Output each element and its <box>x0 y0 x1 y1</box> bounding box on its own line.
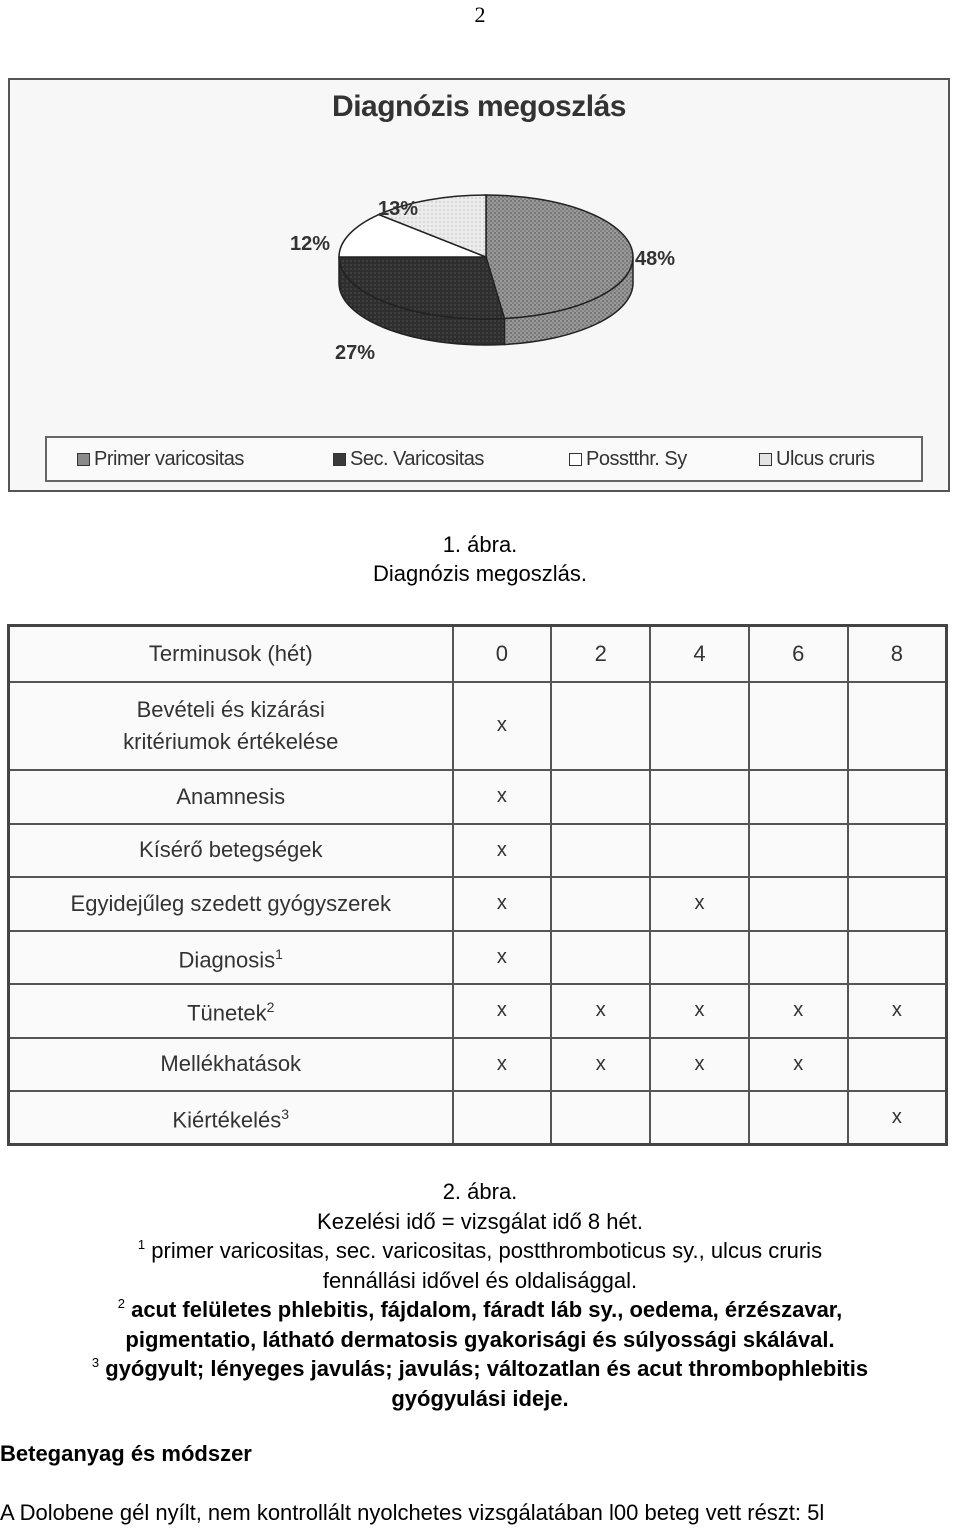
legend-swatch <box>77 453 90 466</box>
legend-swatch <box>569 453 582 466</box>
schedule-cell <box>749 770 848 824</box>
table-row <box>9 824 947 877</box>
table-row <box>9 682 947 770</box>
row-label <box>9 877 453 931</box>
pie-slice-label: 12% <box>289 233 331 255</box>
footnote-1 <box>0 1236 960 1295</box>
footnote-3 <box>0 1354 960 1413</box>
legend-label: Posstthr. Sy <box>586 448 687 470</box>
schedule-cell: x <box>453 984 552 1038</box>
chart-legend <box>45 436 923 482</box>
table-row <box>9 984 947 1038</box>
schedule-cell <box>551 824 650 877</box>
schedule-cell <box>650 1091 749 1145</box>
header-label: Terminusok (hét) <box>9 626 453 682</box>
legend-swatch <box>333 453 346 466</box>
figure2-caption-title: Kezelési idő = vizsgálat idő 8 hét. <box>317 1208 643 1234</box>
row-label <box>9 1038 453 1091</box>
schedule-cell <box>848 1038 947 1091</box>
row-label <box>9 770 453 824</box>
legend-item-primer <box>77 448 244 471</box>
schedule-cell <box>551 931 650 984</box>
table-header-row <box>9 626 947 682</box>
schedule-cell <box>848 682 947 770</box>
schedule-cell: x <box>650 1038 749 1091</box>
header-week: 2 <box>551 626 650 682</box>
schedule-cell: x <box>453 682 552 770</box>
legend-item-ulcus <box>759 448 874 471</box>
schedule-cell: x <box>453 1038 552 1091</box>
schedule-cell <box>749 824 848 877</box>
schedule-cell <box>848 931 947 984</box>
schedule-cell <box>453 1091 552 1145</box>
footnote-marker: 3 <box>91 1355 100 1370</box>
schedule-cell <box>749 1091 848 1145</box>
schedule-cell: x <box>650 984 749 1038</box>
legend-label: Ulcus cruris <box>776 448 875 470</box>
schedule-cell: x <box>650 877 749 931</box>
header-week: 4 <box>650 626 749 682</box>
schedule-cell <box>749 931 848 984</box>
schedule-cell: x <box>453 877 552 931</box>
row-label <box>9 1091 453 1145</box>
header-week: 8 <box>848 626 947 682</box>
row-label-text: Tünetek <box>187 1000 267 1026</box>
table-row <box>9 1091 947 1145</box>
schedule-cell <box>650 824 749 877</box>
schedule-cell <box>650 682 749 770</box>
footnote-marker: 2 <box>117 1296 125 1311</box>
schedule-cell: x <box>551 984 650 1038</box>
header-week: 0 <box>453 626 552 682</box>
schedule-cell <box>848 824 947 877</box>
footnote-text: pigmentatio, látható dermatosis gyakorisági és súlyossági skálával. <box>125 1326 835 1352</box>
footnote-text: acut felületes phlebitis, fájdalom, fáradt láb sy., oedema, érzészavar, <box>131 1297 843 1322</box>
table-row <box>9 1038 947 1091</box>
schedule-cell <box>650 931 749 984</box>
row-label-text: Diagnosis <box>178 947 276 973</box>
schedule-cell <box>848 770 947 824</box>
pie-slice-label: 13% <box>377 198 419 220</box>
row-label-text: Bevételi és kizárási kritériumok értékelése <box>123 696 339 754</box>
legend-item-sec <box>333 448 484 471</box>
footnote-text: primer varicositas, sec. varicositas, postthromboticus sy., ulcus cruris <box>151 1238 823 1263</box>
schedule-cell <box>551 1091 650 1145</box>
legend-label: Primer varicositas <box>94 448 244 470</box>
footnote-ref: 3 <box>281 1106 290 1123</box>
table-row <box>9 770 947 824</box>
row-label <box>9 682 453 770</box>
schedule-cell <box>551 682 650 770</box>
schedule-cell <box>650 770 749 824</box>
chart-title: Diagnózis megoszlás <box>332 90 626 123</box>
row-label <box>9 824 453 877</box>
schedule-table <box>7 624 948 1146</box>
footnote-2 <box>0 1295 960 1354</box>
row-label-text: Kísérő betegségek <box>139 837 323 862</box>
schedule-cell <box>749 877 848 931</box>
pie-slice-label: 27% <box>334 342 376 364</box>
body-paragraph: A Dolobene gél nyílt, nem kontrollált nyolchetes vizsgálatában l00 beteg vett részt: 5l <box>0 1500 825 1525</box>
schedule-cell <box>551 770 650 824</box>
table-row <box>9 931 947 984</box>
schedule-cell: x <box>848 1091 947 1145</box>
footnote-ref: 2 <box>266 999 275 1016</box>
pie-chart <box>10 80 948 490</box>
table-row <box>9 877 947 931</box>
row-label <box>9 984 453 1038</box>
schedule-cell: x <box>453 824 552 877</box>
schedule-cell: x <box>749 1038 848 1091</box>
legend-swatch <box>759 453 772 466</box>
footnote-text: gyógyulási ideje. <box>391 1385 569 1411</box>
legend-item-posstthr <box>569 448 687 471</box>
figure1-caption-number: 1. ábra. <box>442 532 518 557</box>
schedule-cell: x <box>453 931 552 984</box>
figure2-caption-number: 2. ábra. <box>442 1179 518 1204</box>
schedule-cell: x <box>453 770 552 824</box>
footnote-text: fennállási idővel és oldalisággal. <box>322 1267 638 1293</box>
row-label-text: Anamnesis <box>176 783 286 809</box>
schedule-cell <box>551 877 650 931</box>
page-number: 2 <box>474 2 486 27</box>
row-label <box>9 931 453 984</box>
schedule-cell <box>749 682 848 770</box>
pie-slice-label: 48% <box>634 248 676 270</box>
pie-chart-frame <box>8 78 950 492</box>
footnote-text: gyógyult; lényeges javulás; javulás; változatlan és acut thrombophlebitis <box>105 1356 869 1381</box>
schedule-cell: x <box>749 984 848 1038</box>
legend-label: Sec. Varicositas <box>350 448 484 470</box>
row-label-text: Kiértékelés <box>172 1107 282 1133</box>
footnote-marker: 1 <box>137 1237 146 1252</box>
header-week: 6 <box>749 626 848 682</box>
footnote-ref: 1 <box>275 945 283 962</box>
figure1-caption-title: Diagnózis megoszlás. <box>373 561 587 586</box>
figure2-notes <box>0 1177 960 1413</box>
row-label-text: Egyidejűleg szedett gyógyszerek <box>70 890 391 916</box>
row-label-text: Mellékhatások <box>160 1051 302 1076</box>
schedule-cell: x <box>848 984 947 1038</box>
schedule-cell <box>848 877 947 931</box>
section-heading: Beteganyag és módszer <box>0 1441 252 1466</box>
schedule-cell: x <box>551 1038 650 1091</box>
figure1-caption <box>0 530 960 588</box>
